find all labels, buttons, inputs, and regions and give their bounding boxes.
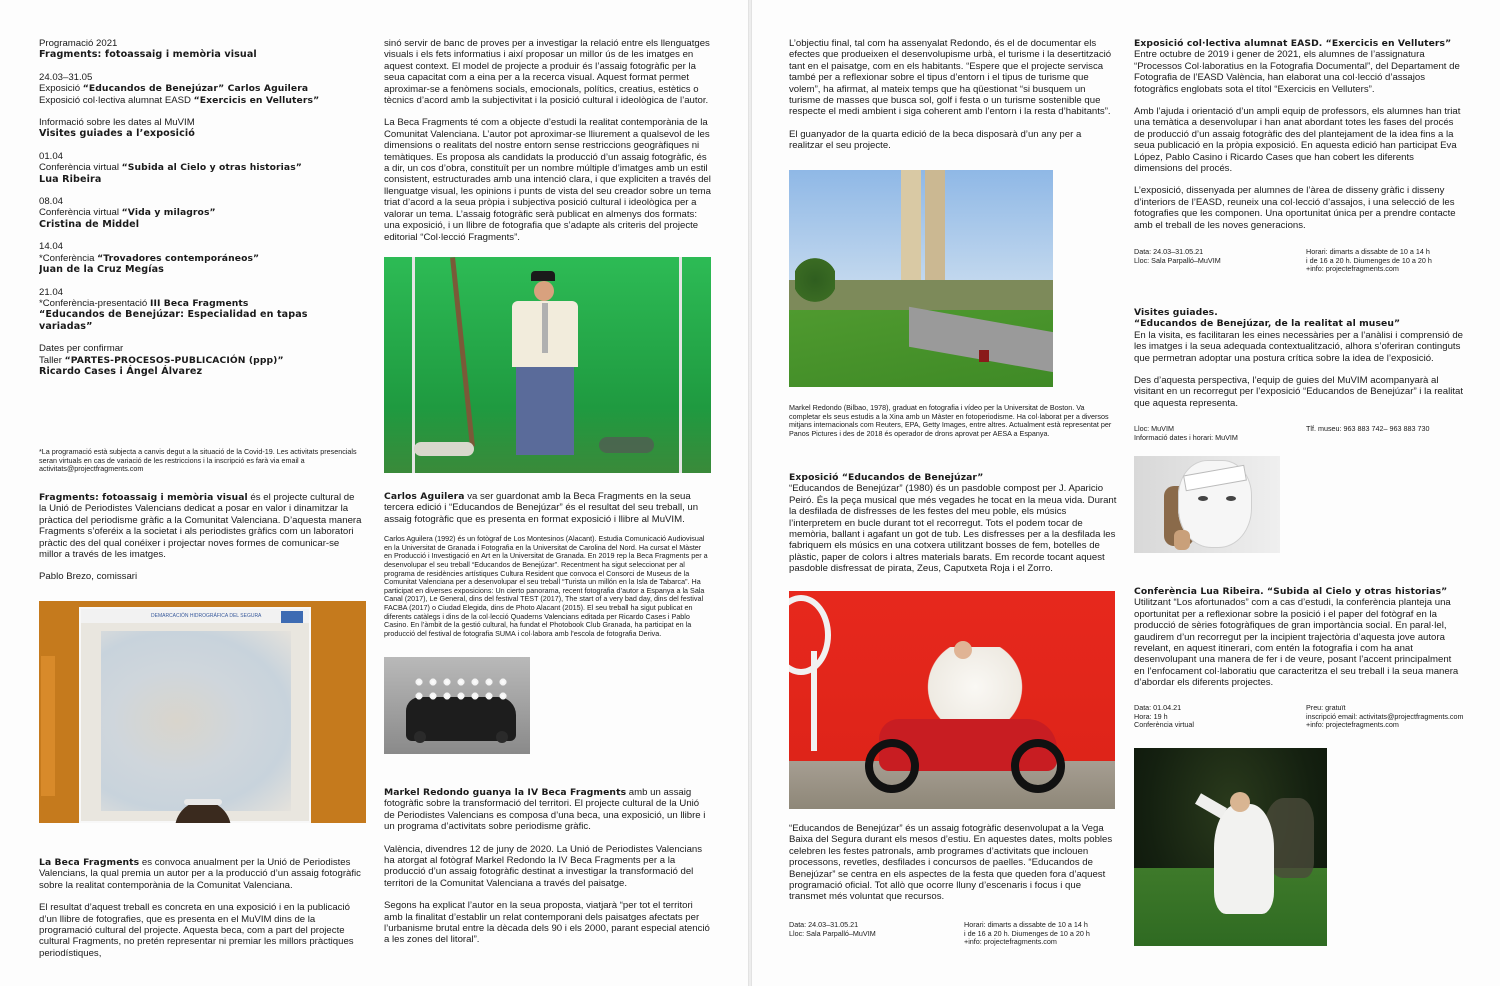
info-venue: Lloc: Sala Parpalló–MuVIM: [1134, 255, 1221, 265]
event-date: 01.04: [39, 150, 64, 162]
hat: [531, 271, 555, 281]
white-robed-figure: [1214, 804, 1274, 914]
event-speaker: Lua Ribeira: [39, 173, 102, 185]
aguilera-bio: Carlos Aguilera (1992) és un fotògraf de Los Montesinos (Alacant). Estudia Comunicació Audiovisual en la Universitat de Granada i Fotografia en la Universitat de Carolina del Nord. Ha cursat el Màster en Producció i Investigació en Art en la Universitat de Granada. En 2019 rep la Beca Fragments per a desenvolupar el seu treball “Educandos de Benejúzar”. Recentment ha sigut seleccionat per al programa de residències artístiques Cultura Resident que convoca el Consorci de Museus de la Comunitat Valenciana per a desenvolupar el seu treball “Turista un millón en la Isla de Tabarca”. Ha participat en diverses exposicions: Un cierto panorama, recent fotografia d’autor a Espanya a la Sala Canal (2017), Le General, dins del festival TEST (2017), The start of a very bad day, dins del festival FACBA (2017) o Ciudad Elegida, dins de Photo Alacant (2015). El seu treball ha sigut publicat en diferents catàlegs i dins de la col·lecció Quaderns Valencians editada per Ricardo Cases i Pablo Casino. En l’àmbit de la gestió cultural, ha fundat el Photobook Club Granada, ha participat en la producció del festival de fotografia SUMA i col·labora amb l’escola de fotografia Deriva.: [384, 534, 708, 638]
event-line: *Conferència-presentació III Beca Fragments: [39, 297, 249, 309]
body-paragraph: “Educandos de Benejúzar” és un assaig fotogràfic desenvolupat a la Vega Baixa del Segura durant els mesos d’estiu. En aquestes dates, molts pobles celebren les festes patronals, amb programes d’activitats que inclouen processons, revetles, desfilades i concursos de paelles. “Educandos de Benejúzar” se centra en els aspectes de la festa que queden fora d’aquest programació oficial. Tot allò que ocorre lluny d’escenaris i focus i que transmet més voluntat que recursos.: [789, 823, 1113, 903]
event-line: *Conferència “Trovadores contemporáneos”: [39, 252, 260, 264]
body-paragraph: En la visita, es facilitaran les eines necessàries per a l’anàlisi i comprensió de les imatges i la seua adequada contextualització, alhora s’oferiran continguts que permetran adoptar una postura crítica sobre la idea de l’exposició.: [1134, 329, 1464, 364]
info-email: inscripció email: activitats@projectfragments.com: [1306, 711, 1464, 721]
body-paragraph: El guanyador de la quarta edició de la beca disposarà d’un any per a realitzar el seu projecte.: [789, 128, 1082, 152]
event-date: 14.04: [39, 241, 64, 253]
event-line: Dates per confirmar: [39, 343, 124, 355]
event-line: Taller “PARTES-PROCESOS-PUBLICACIÓN (ppp)”: [39, 354, 284, 366]
map-label: DEMARCACIÓN HIDROGRÁFICA DEL SEGURA: [151, 613, 262, 619]
beca-paragraph: La Beca Fragments es convoca anualment per la Unió de Periodistes Valencians, la qual premia un autor per a la producció d’un assaig fotogràfic sobre la realitat contemporània de la Comunitat Valenciana.: [39, 857, 361, 891]
photo-map-tiara: [39, 601, 366, 823]
body-paragraph: La Beca Fragments té com a objecte d’estudi la realitat contemporània de la Comunitat Valenciana. L’autor pot aproximar-se lliurement a qualsevol de les dimensions o realitats del nostre entorn sense restriccions geogràfiques ni temàtiques. Es proposa als candidats la producció d’un assaig fotogràfic, és a dir, un cos d’obra, constituït per un nombre múltiple d’imatges amb un estil consistent, estructurades amb una intenció clara, i que expliciten a través del llenguatge visual, les opinions i punts de vista del seu creador sobre un tema triat d’acord a la seua pròpia i subjectiva posició cultural i ideològica per a valorar un tema. L’assaig fotogràfic serà publicat en almenys dos formats: una exposició, i un llibre de fotografia que s’adapte als criteris del projecte editorial “Col·lecció Fragments”.: [384, 117, 711, 243]
beca-block: [39, 857, 365, 959]
info-time: Hora: 19 h: [1134, 711, 1168, 721]
expo-title: Exposició “Educandos de Benejúzar”: [789, 472, 984, 483]
info-date: Data: 01.04.21: [1134, 704, 1182, 712]
aguilera-paragraph: Carlos Aguilera va ser guardonat amb la Beca Fragments en la seua tercera edició i “Educandos de Benejúzar” és el resultat del seu treball, un assaig fotogràfic que es presenta en format exposició i llibre al MuVIM.: [384, 491, 699, 525]
lua-title: Conferència Lua Ribeira. “Subida al Cielo y otras historias”: [1134, 586, 1448, 597]
info-hours: Horari: dimarts a dissabte de 10 a 14 h: [964, 921, 1088, 929]
info-phone: Tlf. museu: 963 883 742– 963 883 730: [1306, 425, 1430, 433]
lua-block: [1134, 586, 1464, 689]
info-date: Data: 24.03–31.05.21: [1134, 248, 1204, 256]
info-hours: Horari: dimarts a dissabte de 10 a 14 h: [1306, 248, 1430, 256]
intro-paragraph: Fragments: fotoassaig i memòria visual és el projecte cultural de la Unió de Periodistes Valencians dedicat a posar en valor i dinamitzar la pràctica del periodisme gràfic a la Comunitat Valenciana. D’aquesta manera Fragments s’oferéix a la societat i als periodistes gràfics com un laboratori pràctic des del qual conéixer i projectar noves formes de comunicar-se millor a través de les imatges.: [39, 492, 362, 561]
event-line: Exposició “Educandos de Benejúzar” Carlos Aguilera: [39, 83, 309, 95]
trousers: [516, 367, 574, 455]
event-line: Conferència virtual “Subida al Cielo y otras historias”: [39, 162, 302, 174]
right-page: [752, 0, 1500, 986]
event-speaker: Ricardo Cases i Ángel Álvarez: [39, 365, 203, 377]
expo-paragraph: “Educandos de Benejúzar” (1980) és un pasdoble compost per J. Aparicio Peiró. És la peça musical que més vegades he tocat en la meua vida. Durant la desfilada de disfresses de les festes del meu poble, els músics l’interpretem en bucle durant tot el recorregut. Tots el podem tocar de memòria, ballant i agafant un got de tub. Les disfresses per a la desfilada les fabriquem els músics en una cotxera utilitzant bosses de fem, botelles de plàstic, paper de colors i altres materials barats. Em recorde tocant aquest pasdoble disfressat de pirata, Zeus, Caputxeta Roja i el Zorro.: [789, 483, 1117, 575]
body-paragraph: Amb l’ajuda i orientació d’un ampli equip de professors, els alumnes han triat una temàtica a desenvolupar i han anat abordant totes les fases del procés de producció d’un assaig fotogràfic des del plantejament de la idea fins a la seua publicació en la pròpia exposició. En aquesta edició han participat Eva López, Pablo Casino i Ricardo Cases que han cobert les diferents dimensions del procés.: [1134, 106, 1461, 175]
info-date: Data: 24.03–31.05.21: [789, 921, 859, 929]
body-paragraph: Entre octubre de 2019 i gener de 2021, els alumnes de l’assignatura “Processos Col·laboratius en la Fotografia Documental”, del Departament de Fotografia de l’EASD València, han elaborat una col·lecció d’assajos fotogràfics englobats sota el títol “Exercicis en Velluters”.: [1134, 49, 1460, 95]
aguilera-block: [384, 491, 711, 638]
left-page: [0, 0, 748, 986]
expo-block: [789, 472, 1117, 575]
body-paragraph: Des d’aquesta perspectiva, l’equip de guies del MuVIM acompanyarà al visitant en un recorregut per l’exposició “Educandos de Benejúzar” i la realitat que aquesta representa.: [1134, 375, 1464, 409]
balloons: [412, 675, 512, 705]
info-price: Preu: gratuït: [1306, 704, 1346, 712]
column-3-top: [789, 38, 1117, 152]
programme-column: [39, 38, 359, 377]
photo-car-balloons: [384, 657, 530, 754]
event-line: Informació sobre les dates al MuVIM: [39, 117, 195, 129]
programme-header: Programació 2021: [39, 38, 118, 49]
visites-title: Visites guiades.: [1134, 307, 1218, 318]
info-format: Conferència virtual: [1134, 720, 1194, 730]
body-paragraph: Utilitzant “Los afortunados” com a cas d’estudi, la conferència planteja una oportunitat per a reflexionar sobre la posició i el paper del fotògraf en la producció de sèries fotogràfiques de gran importància social. En paral·lel, gaudirem d’un recorregut per la incipient trajectòria d’aquesta jove autora revelant, en aquest itinerari, com entén la fotografia i com ha anat desenvolupant una manera de fer i de veure, posant l’accent principalment en l’enfocament col·laboratiu que caracteritza el seu treball i la seua manera d’abordar els diferents projectes.: [1134, 597, 1459, 689]
info-venue: Lloc: Sala Parpalló–MuVIM: [789, 928, 876, 938]
curator-signature: Pablo Brezo, comissari: [39, 571, 138, 583]
column-2-top: [384, 38, 711, 243]
info-link: +info: projectefragments.com: [964, 937, 1057, 947]
photo-green-screen-man: [384, 257, 711, 473]
body-paragraph: Segons ha explicat l’autor en la seua proposta, viatjarà “per tot el territori amb la finalitat d’establir un relat contemporani dels paisatges afectats per l’urbanisme brutal entre la dècada dels 90 i els 2000, parant especial atenció a les zones del litoral”.: [384, 900, 710, 946]
expo-info-table: [789, 921, 1117, 947]
event-line: “Educandos de Benejúzar: Especialidad en tapas variadas”: [39, 309, 308, 332]
info-link: +info: projectefragments.com: [1306, 264, 1399, 274]
event-line: Exposició col·lectiva alumnat EASD “Exercicis en Velluters”: [39, 94, 320, 106]
event-line: Conferència virtual “Vida y milagros”: [39, 207, 216, 219]
intro-block: [39, 492, 363, 583]
visites-subtitle: “Educandos de Benejúzar, de la realitat al museu”: [1134, 318, 1401, 330]
photo-mask-portrait: [1134, 456, 1280, 553]
info-venue: Lloc: MuVIM: [1134, 425, 1174, 433]
redondo-block: [384, 787, 711, 946]
body-paragraph: L’objectiu final, tal com ha assenyalat Redondo, és el de documentar els efectes que produeixen el desenvolupisme urbà, el turisme i la desertització tant en el paisatge, com en els habitants. “Espere que el projecte servisca també per a reflexionar sobre el tipus d’entorn i el tipus de turisme que volem”, ha afirmat, al mateix temps que ha qüestionat “si busquem un turisme de masses que busca sol, golf i festa o un turisme sostenible que respecte el medi ambient i siga coherent amb l’entorn i la resta d’habitants”.: [789, 38, 1112, 118]
event-date: 08.04: [39, 196, 64, 208]
tower: [925, 170, 945, 298]
photo-twin-towers: [789, 170, 1053, 387]
body-paragraph: València, divendres 12 de juny de 2020. La Unió de Periodistes Valencians ha atorgat al fotògraf Markel Redondo la IV Beca Fragments per a la producció d’un assaig fotogràfic destinat a investigar la transformació del territori de la Comunitat Valenciana a través del paisatge.: [384, 843, 703, 889]
programme-footnote: *La programació està subjecta a canvis degut a la situació de la Covid-19. Les activitats presencials seran virtuals en cas de variació de les restriccions i la inscripció es farà via email a activitats@projectfragments.com: [39, 448, 357, 474]
event-date: 21.04: [39, 286, 64, 298]
photo-white-figure-garden: [1134, 748, 1327, 946]
body-paragraph: L’exposició, dissenyada per alumnes de l’àrea de disseny gràfic i disseny d’interiors de l’EASD, reuneix una col·lecció d’assajos, i una selecció de les fotografies que les componen. Una oportunitat única per a prendre contacte amb el treball de les noves generacions.: [1134, 185, 1456, 231]
visites-info-table: [1134, 425, 1464, 442]
event-line: Visites guiades a l’exposició: [39, 128, 195, 140]
column-3-bottom: [789, 823, 1117, 903]
photo-bride-motorcycle: [789, 591, 1115, 809]
wall-map: [79, 607, 311, 823]
info-dates: Informació dates i horari: MuVIM: [1134, 432, 1238, 442]
info-hours: i de 16 a 20 h. Diumenges de 10 a 20 h: [1306, 255, 1432, 265]
event-speaker: Cristina de Middel: [39, 218, 140, 230]
event-speaker: Juan de la Cruz Megías: [39, 264, 164, 276]
redondo-paragraph: Markel Redondo guanya la IV Beca Fragments amb un assaig fotogràfic sobre la transformació del territori. El projecte cultural de la Unió de Periodistes Valencians es composa d’una beca, una exposició, un llibre i un programa d’activitats sobre periodisme gràfic.: [384, 787, 706, 833]
lua-info-table: [1134, 704, 1464, 730]
programme-title: Fragments: fotoassaig i memòria visual: [39, 49, 257, 61]
redondo-caption: Markel Redondo (Bilbao, 1978), graduat en fotografia i vídeo per la Universitat de Boston. Va completar els seus estudis a la Xina amb un Màster en fotoperiodisme. Ha col·laborat per a diversos mitjans internacionals com Reuters, EPA, Getty Images, entre altres. Actualment està representat per Panos Pictures i des de 2018 és operador de drons aprovat per AESA a Espanya.: [789, 404, 1112, 438]
velluters-info-table: [1134, 248, 1464, 274]
visites-block: [1134, 307, 1464, 409]
tower: [901, 170, 921, 298]
body-paragraph: sinó servir de banc de proves per a investigar la relació entre els llenguatges visuals i els fets informatius i així proposar un millor ús de les imatges en aquest context. El model de projecte a produir és l’assaig fotogràfic per la seua capacitat com a eina per a la recerca visual. Aquest format permet aproximar-se a fenòmens socials, emocionals, polítics, creatius, estètics o tècnics d’acord amb la subjectivitat i la posició cultural i ideològica de l’autor.: [384, 38, 710, 107]
beca-paragraph: El resultat d’aquest treball es concreta en una exposició i en la publicació d’un llibre de fotografies, que es presenta en el MuVIM dins de la programació cultural del projecte. Aquesta beca, com a part del projecte cultural Fragments, no pretén representar ni premiar les millors pràctiques periodístiques,: [39, 902, 354, 959]
velluters-title: Exposició col·lectiva alumnat EASD. “Exercicis en Velluters”: [1134, 38, 1452, 49]
velluters-block: [1134, 38, 1464, 231]
info-link: +info: projectefragments.com: [1306, 720, 1399, 730]
event-date: 24.03–31.05: [39, 71, 93, 83]
info-hours: i de 16 a 20 h. Diumenges de 10 a 20 h: [964, 928, 1090, 938]
